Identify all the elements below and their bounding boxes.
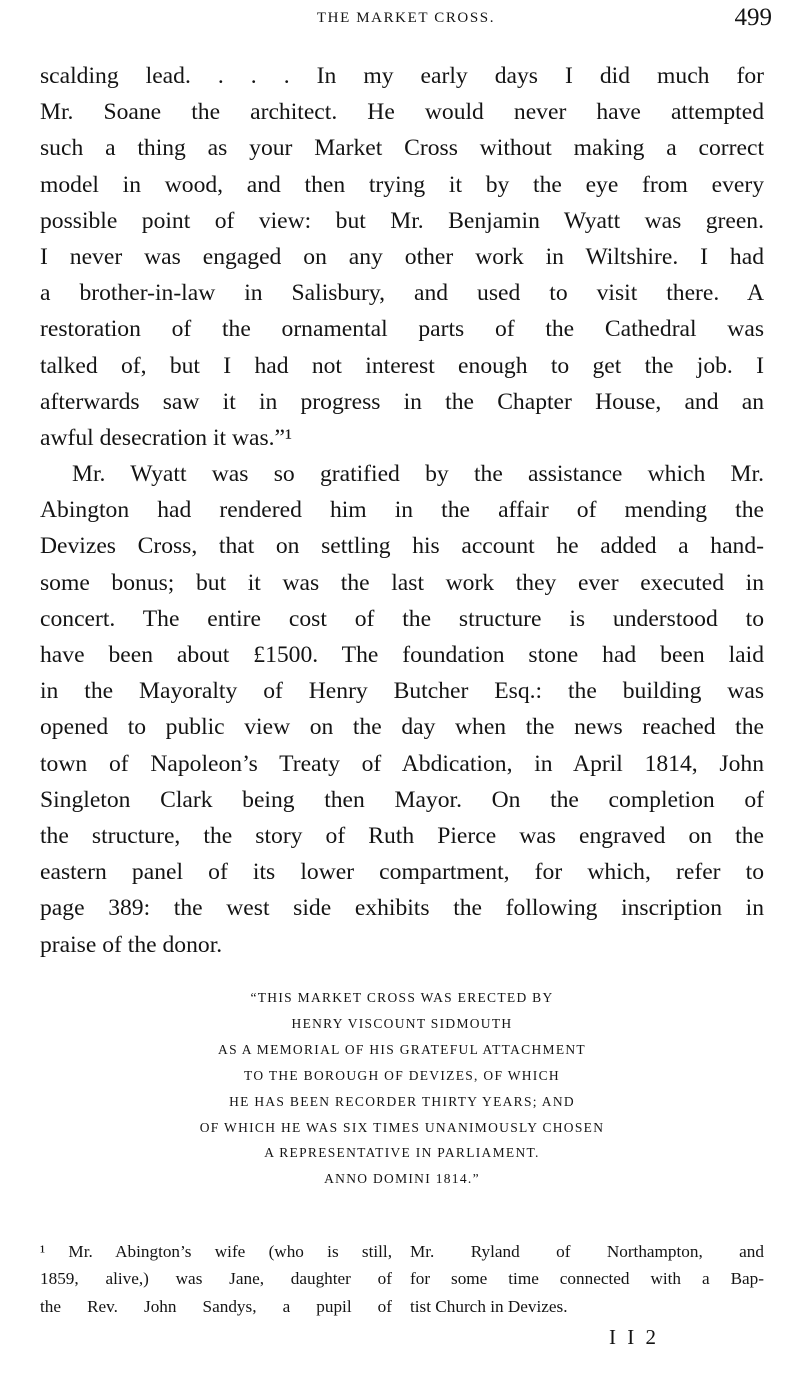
footnote-line: 1859, alive,) was Jane, daughter of	[40, 1269, 392, 1289]
body-line: have been about £1500. The foundation stone had been laid	[40, 642, 764, 668]
inscription-line: HE HAS BEEN RECORDER THIRTY YEARS; AND	[229, 1093, 575, 1109]
signature-mark: I I 2	[609, 1325, 659, 1349]
body-line: talked of, but I had not interest enough to get the job. I	[40, 352, 764, 379]
inscription-line: OF WHICH HE WAS SIX TIMES UNANIMOUSLY CHOSEN	[199, 1119, 605, 1135]
body-line: I never was engaged on any other work in Wiltshire. I had	[40, 243, 764, 270]
body-line: praise of the donor.	[40, 931, 223, 958]
body-line: Devizes Cross, that on settling his account he added a hand-	[40, 533, 764, 560]
body-line: possible point of view: but Mr. Benjamin Wyatt was green.	[40, 207, 764, 234]
body-line: afterwards saw it in progress in the Chapter House, and an	[40, 388, 764, 415]
body-line: Abington had rendered him in the affair of mending the	[40, 497, 764, 524]
body-line: Singleton Clark being then Mayor. On the completion of	[40, 786, 764, 813]
footnote-right-column	[410, 1238, 764, 1320]
body-line: a brother-in-law in Salisbury, and used to visit there. A	[40, 280, 764, 307]
inscription-line: TO THE BOROUGH OF DEVIZES, OF WHICH	[244, 1067, 560, 1083]
body-line: some bonus; but it was the last work they ever executed in	[40, 569, 764, 596]
footnote-line: tist Church in Devizes.	[410, 1296, 568, 1316]
inscription-line: ANNO DOMINI 1814.”	[324, 1171, 480, 1187]
body-line: restoration of the ornamental parts of the Cathedral was	[40, 316, 764, 343]
footnote-line: for some time connected with a Bap-	[410, 1269, 764, 1289]
inscription-line: A REPRESENTATIVE IN PARLIAMENT.	[264, 1145, 540, 1161]
page-header	[40, 4, 772, 40]
body-text	[40, 58, 764, 963]
inscription-line: “THIS MARKET CROSS WAS ERECTED BY	[250, 990, 554, 1005]
body-line: the structure, the story of Ruth Pierce was engraved on the	[40, 822, 764, 849]
body-line: in the Mayoralty of Henry Butcher Esq.: the building was	[40, 678, 764, 705]
body-line: concert. The entire cost of the structure is understood to	[40, 605, 764, 632]
body-line: scalding lead. . . . In my early days I did much for	[40, 63, 764, 89]
body-line: eastern panel of its lower compartment, for which, refer to	[40, 859, 764, 886]
footnote-line: the Rev. John Sandys, a pupil of	[40, 1296, 392, 1316]
page-number: 499	[734, 4, 772, 31]
body-line: awful desecration it was.”¹	[40, 424, 293, 451]
footnote-left-column	[40, 1238, 392, 1320]
body-line: Mr. Wyatt was so gratified by the assistance which Mr.	[72, 461, 764, 488]
inscription-line: HENRY VISCOUNT SIDMOUTH	[291, 1015, 513, 1031]
body-line: town of Napoleon’s Treaty of Abdication, in April 1814, John	[40, 750, 764, 777]
body-line: model in wood, and then trying it by the eye from every	[40, 171, 764, 198]
footnote-line: ¹ Mr. Abington’s wife (who is still,	[40, 1242, 392, 1261]
footnote-line: Mr. Ryland of Northampton, and	[410, 1242, 764, 1261]
inscription-line: AS A MEMORIAL OF HIS GRATEFUL ATTACHMENT	[218, 1041, 586, 1057]
body-line: page 389: the west side exhibits the following inscription in	[40, 895, 764, 922]
body-line: Mr. Soane the architect. He would never have attempted	[40, 99, 764, 126]
inscription-block	[40, 985, 764, 1192]
running-title: THE MARKET CROSS.	[316, 10, 496, 26]
body-line: such a thing as your Market Cross without making a correct	[40, 135, 764, 162]
body-line: opened to public view on the day when the news reached the	[40, 714, 764, 741]
footnote	[40, 1238, 764, 1318]
